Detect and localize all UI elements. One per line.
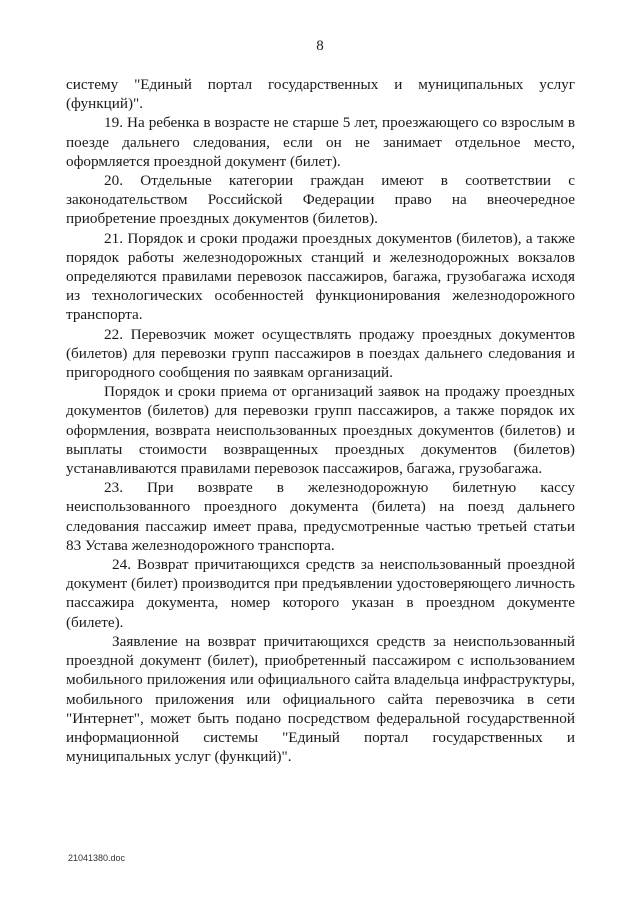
paragraph-item-24: 24. Возврат причитающихся средств за неиспользованный проездной документ (билет) производится при предъявлении удостоверяющего личность пассажира документа, номер которого указан в проездном документе (билете). [66, 556, 575, 631]
paragraph-item-20: 20. Отдельные категории граждан имеют в соответствии с законодательством Российской Федерации право на внеочередное приобретение проездных документов (билетов). [66, 172, 575, 228]
paragraph-item-22: 22. Перевозчик может осуществлять продажу проездных документов (билетов) для перевозки групп пассажиров в поездах дальнего следования и пригородного сообщения по заявкам организаций. [66, 325, 575, 382]
paragraph-item-23: 23. При возврате в железнодорожную билетную кассу неиспользованного проездного документа (билета) на поезд дальнего следования пассажир имеет права, предусмотренные частью третьей статьи 83 Устава железнодорожного транспорта. [66, 479, 575, 554]
footer-filename: 21041380.doc [68, 853, 126, 863]
paragraph-item-22-order: Порядок и сроки приема от организаций заявок на продажу проездных документов (билетов) для перевозки групп пассажиров, а также порядок их оформления, возврата неиспользованных проездных документов (билетов) и выплаты стоимости возвращенных проездных документов (билетов) устанавливаются правилами перевозок пассажиров, багажа, грузобагажа. [66, 383, 575, 478]
paragraph-item-24-application: Заявление на возврат причитающихся средств за неиспользованный проездной документ (билет), приобретенный пассажиром с использованием мобильного приложения или официального сайта владельца инфраструктуры, мобильного приложения или официального сайта перевозчика в сети "Интернет", может быть подано посредством федеральной государственной информационной системы "Единый портал государственных и муниципальных услуг (функций)". [66, 632, 575, 766]
page-number: 8 [316, 38, 324, 54]
paragraph-item-19: 19. На ребенка в возрасте не старше 5 лет, проезжающего со взрослым в поезде дальнего следования, если он не занимает отдельное место, оформляется проездной документ (билет). [66, 114, 575, 170]
paragraph-item-21: 21. Порядок и сроки продажи проездных документов (билетов), а также порядок работы железнодорожных станций и железнодорожных вокзалов определяются правилами перевозок пассажиров, багажа, грузобагажа исходя из технологических особенностей функционирования железнодорожного транспорта. [66, 229, 575, 324]
paragraph-continuation: систему "Единый портал государственных и муниципальных услуг (функций)". [66, 76, 575, 113]
document-body [66, 75, 575, 766]
